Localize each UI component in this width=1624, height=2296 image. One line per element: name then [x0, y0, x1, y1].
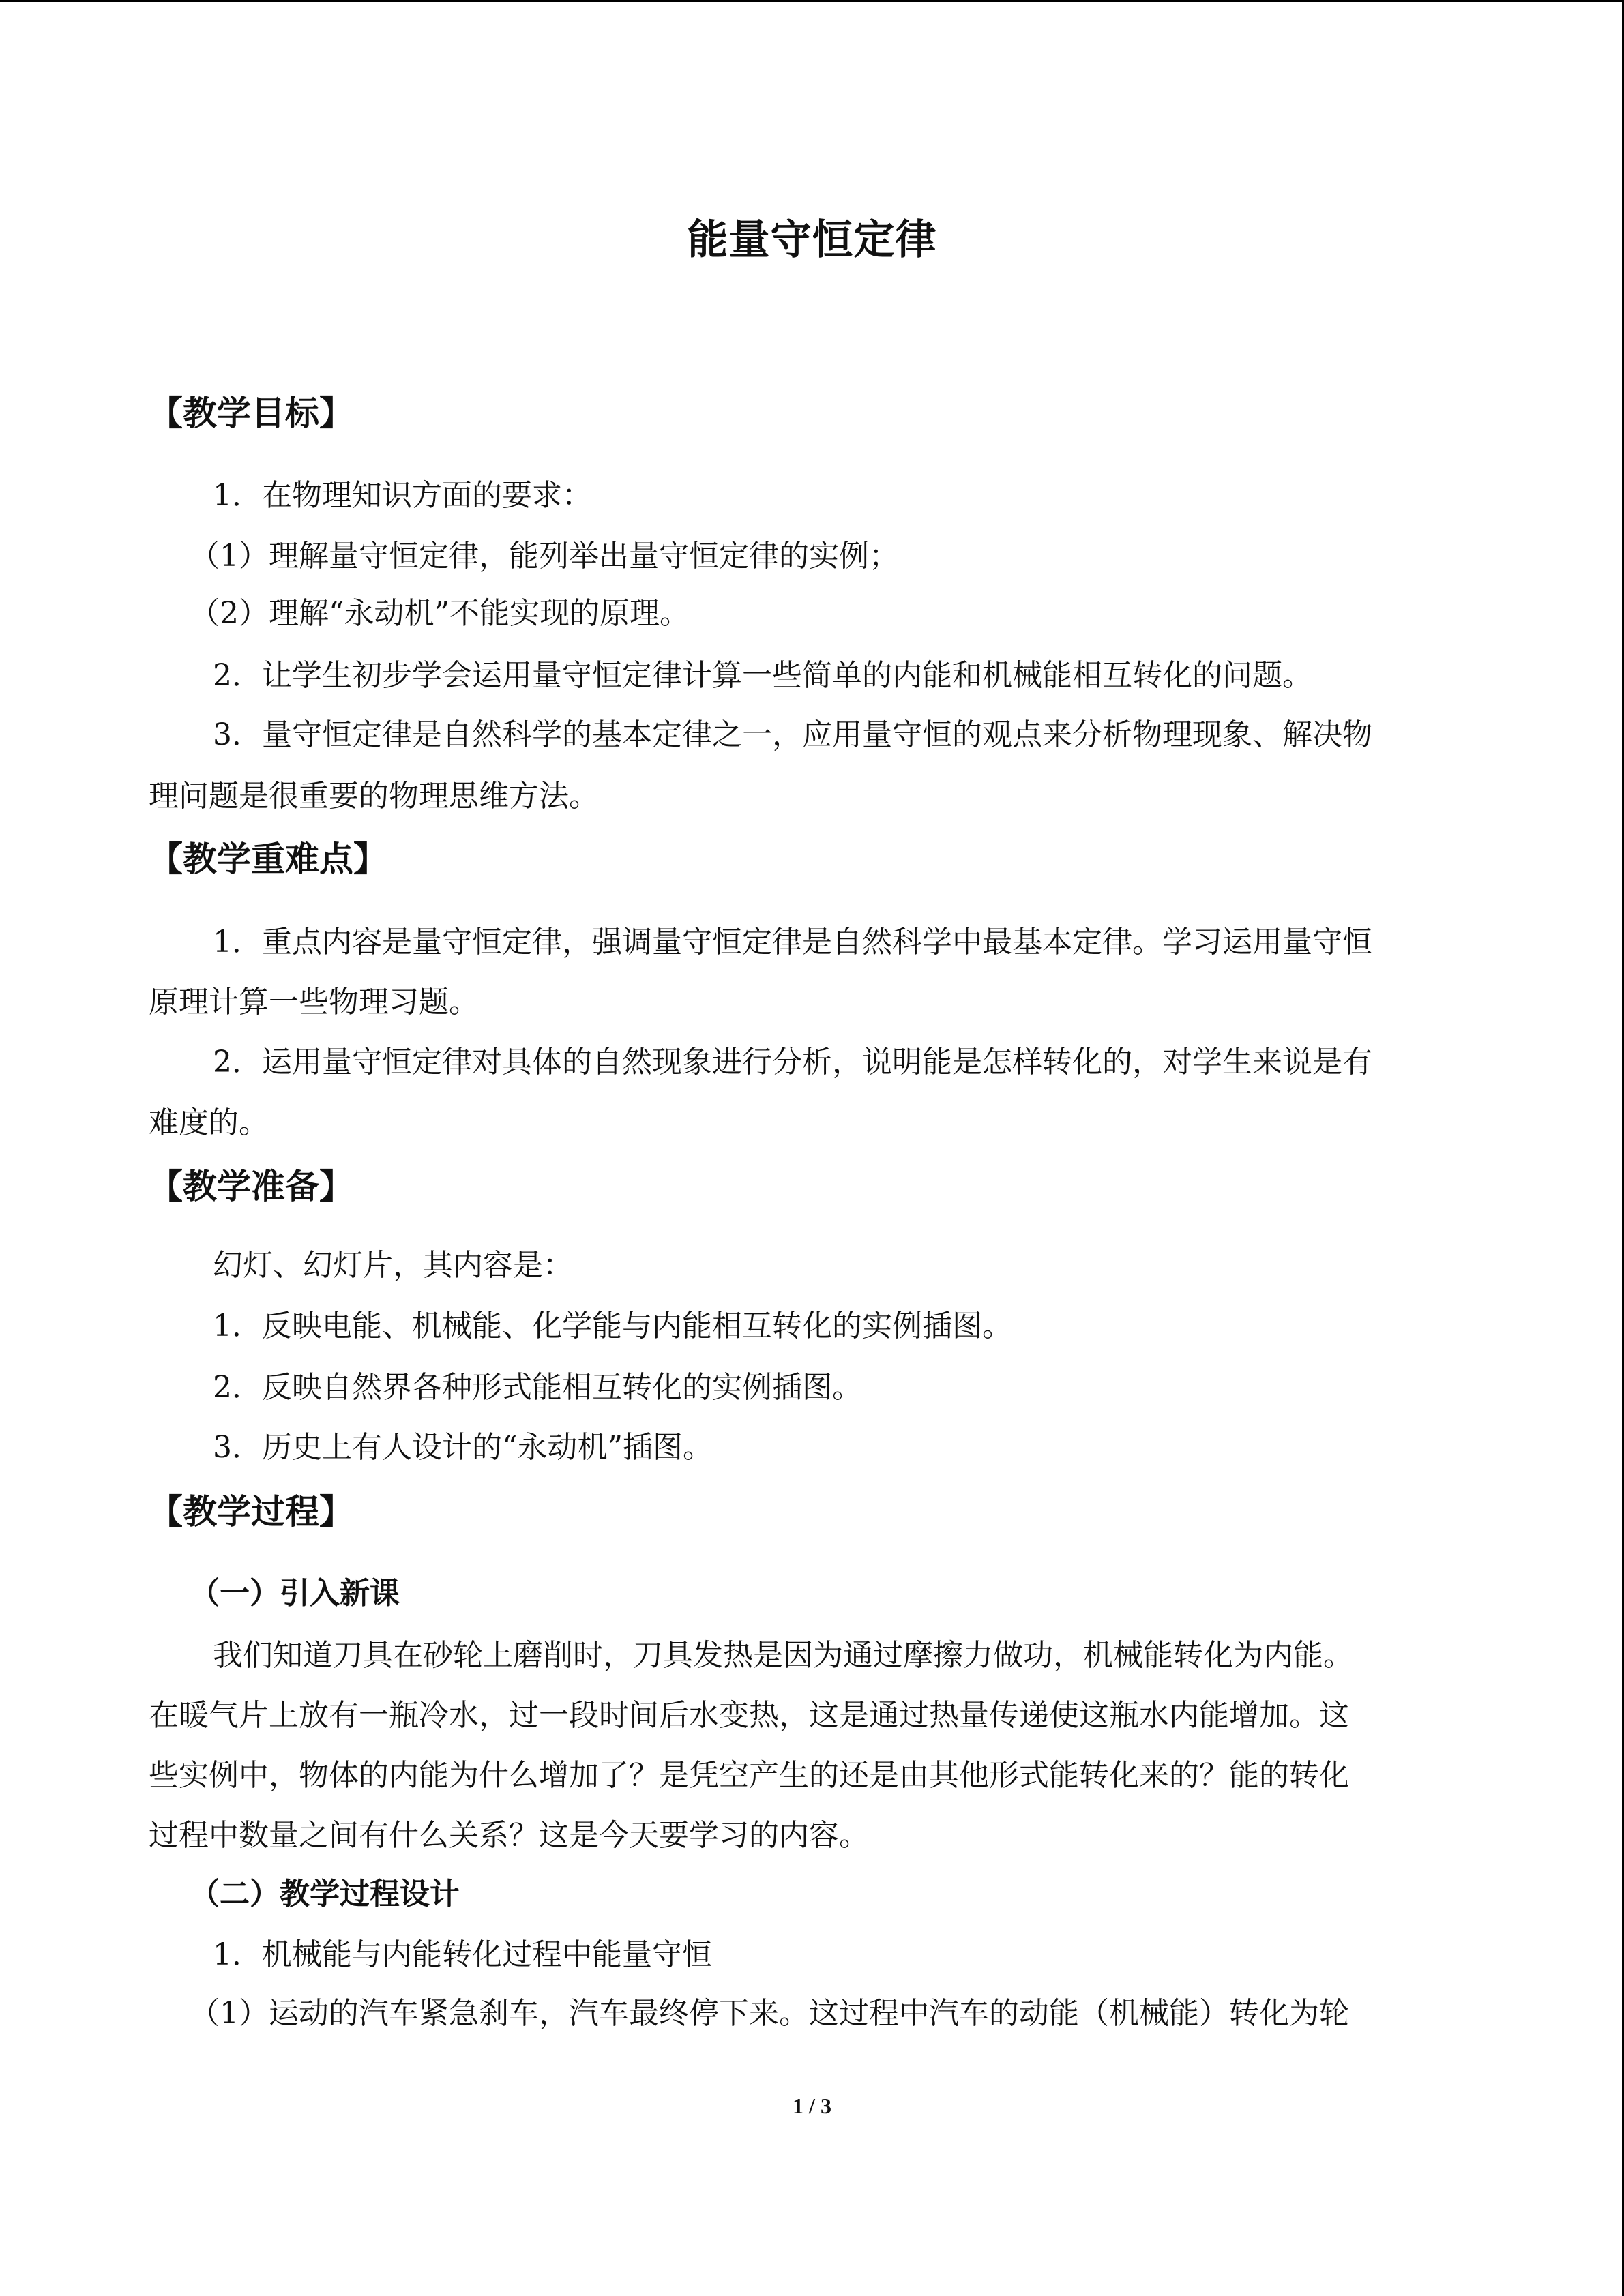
section-heading-key-points: 【教学重难点】: [149, 839, 387, 879]
key-points-line: 2．运用量守恒定律对具体的自然现象进行分析，说明能是怎样转化的，对学生来说是有: [213, 1045, 1372, 1079]
key-points-line: 1．重点内容是量守恒定律，强调量守恒定律是自然科学中最基本定律。学习运用量守恒: [213, 925, 1372, 959]
objectives-line: 1．在物理知识方面的要求：: [213, 478, 592, 513]
preparation-line: 3．历史上有人设计的“永动机”插图。: [213, 1430, 713, 1465]
process-design-line: （1）运动的汽车紧急刹车，汽车最终停下来。这过程中汽车的动能（机械能）转化为轮: [190, 1996, 1349, 2031]
objectives-line: 理问题是很重要的物理思维方法。: [149, 779, 599, 814]
objectives-line: （2）理解“永动机”不能实现的原理。: [190, 596, 690, 631]
key-points-line: 难度的。: [149, 1105, 269, 1140]
section-heading-process: 【教学过程】: [149, 1492, 353, 1532]
preparation-line: 2．反映自然界各种形式能相互转化的实例插图。: [213, 1370, 862, 1405]
page-number: 1 / 3: [793, 2093, 831, 2118]
objectives-line: 2．让学生初步学会运用量守恒定律计算一些简单的内能和机械能相互转化的问题。: [213, 658, 1312, 693]
page-top-border: [0, 0, 1624, 2]
process-subheading-design: （二）教学过程设计: [190, 1877, 460, 1911]
section-heading-objectives: 【教学目标】: [149, 393, 353, 433]
objectives-line: （1）理解量守恒定律，能列举出量守恒定律的实例；: [190, 539, 899, 573]
process-intro-line: 我们知道刀具在砂轮上磨削时，刀具发热是因为通过摩擦力做功，机械能转化为内能。: [213, 1638, 1353, 1673]
process-intro-line: 在暖气片上放有一瓶冷水，过一段时间后水变热，这是通过热量传递使这瓶水内能增加。这: [149, 1698, 1349, 1733]
section-heading-preparation: 【教学准备】: [149, 1167, 353, 1206]
preparation-line: 幻灯、幻灯片，其内容是：: [213, 1248, 573, 1283]
key-points-line: 原理计算一些物理习题。: [149, 985, 479, 1019]
preparation-line: 1．反映电能、机械能、化学能与内能相互转化的实例插图。: [213, 1309, 1012, 1343]
document-title: 能量守恒定律: [687, 216, 937, 264]
process-intro-line: 过程中数量之间有什么关系？这是今天要学习的内容。: [149, 1818, 869, 1853]
process-intro-line: 些实例中，物体的内能为什么增加了？是凭空产生的还是由其他形式能转化来的？能的转化: [149, 1758, 1349, 1793]
objectives-line: 3．量守恒定律是自然科学的基本定律之一，应用量守恒的观点来分析物理现象、解决物: [213, 717, 1372, 752]
process-design-line: 1．机械能与内能转化过程中能量守恒: [213, 1937, 712, 1972]
process-subheading-intro: （一）引入新课: [190, 1576, 400, 1611]
